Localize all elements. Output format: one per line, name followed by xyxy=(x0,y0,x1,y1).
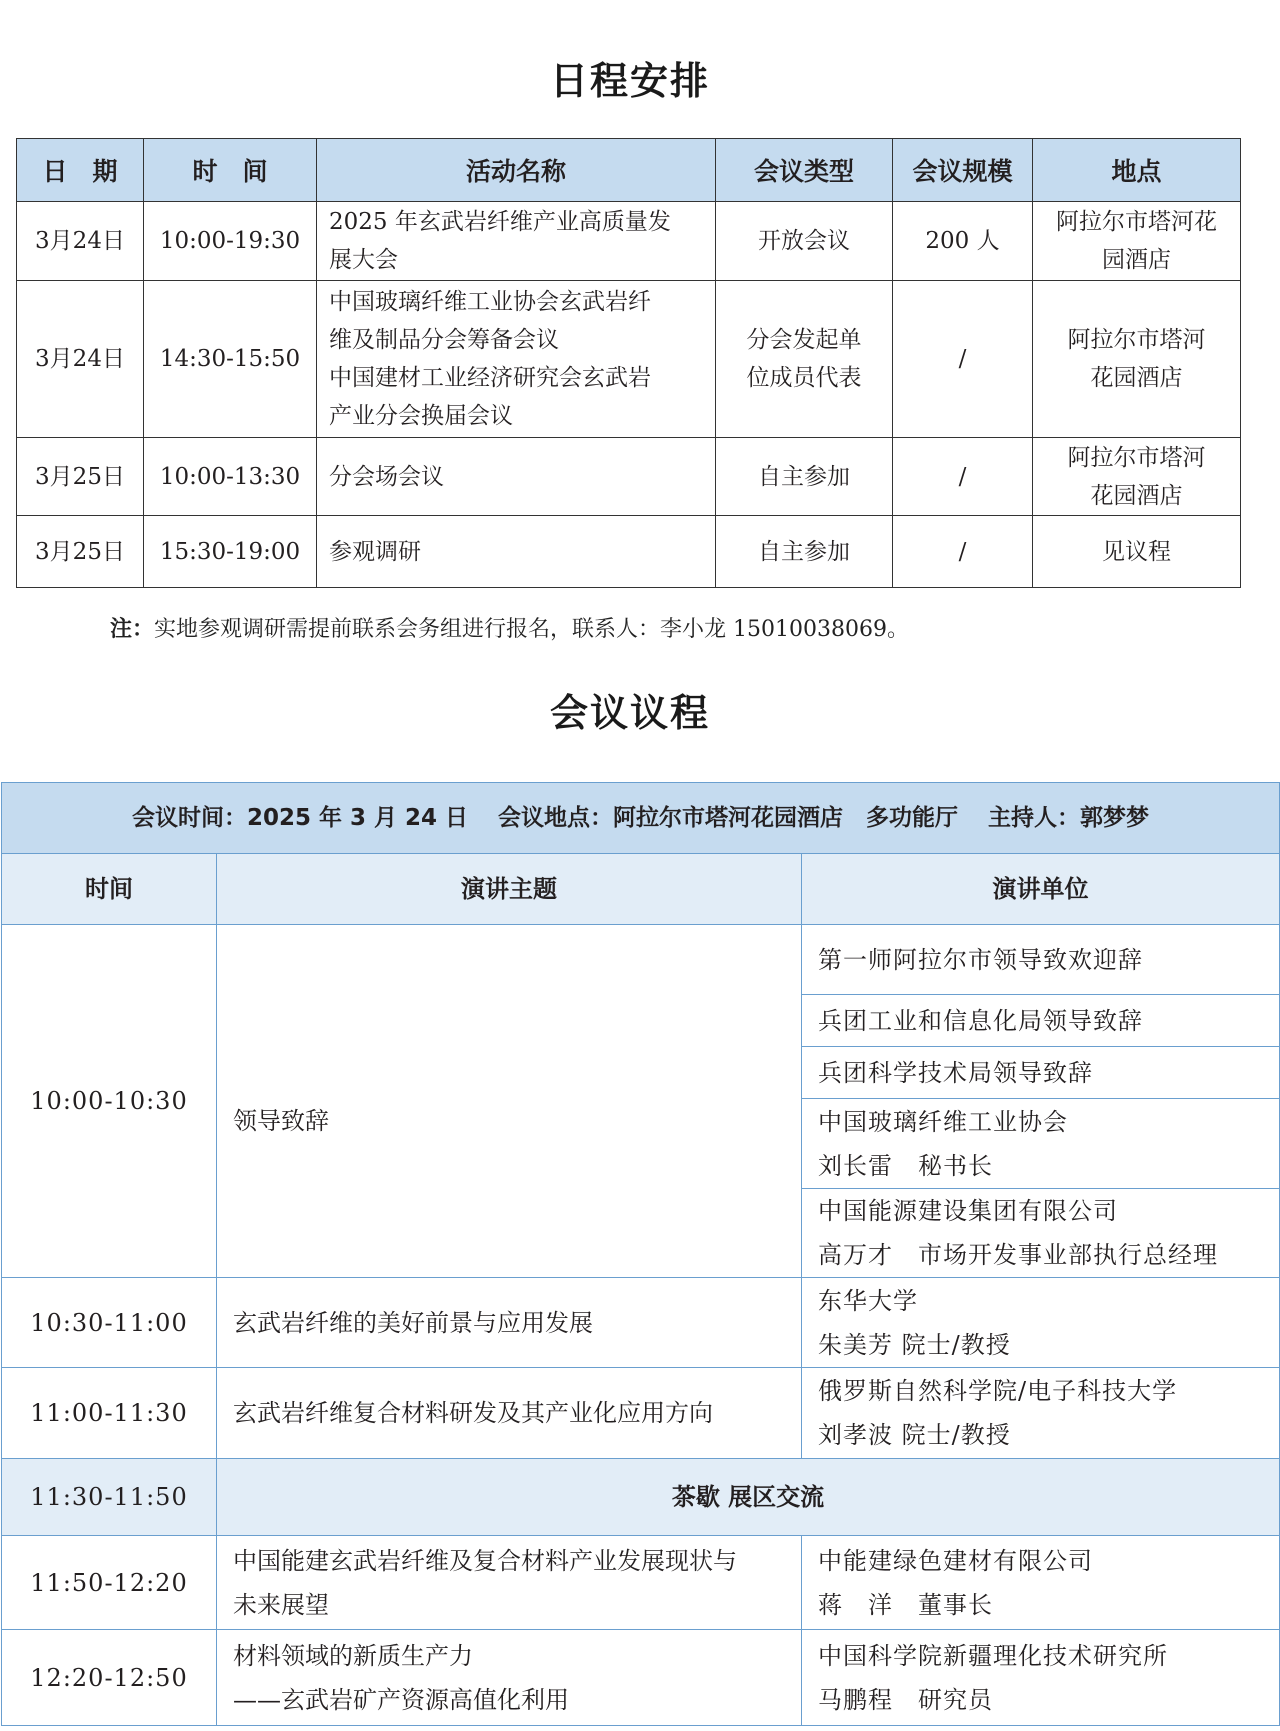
topic-line: 玄武岩纤维复合材料研发及其产业化应用方向 xyxy=(233,1399,713,1427)
schedule-row xyxy=(17,281,1241,438)
type-cell xyxy=(716,281,893,438)
activity-line: 2025 年玄武岩纤维产业高质量发 xyxy=(329,209,671,235)
schedule-title: 日程安排 xyxy=(549,59,710,103)
col-header-time: 时 间 xyxy=(144,139,317,202)
type-cell xyxy=(716,202,893,281)
type-line: 自主参加 xyxy=(758,463,850,490)
type-line: 位成员代表 xyxy=(746,365,862,391)
speaker-line: 蒋 洋 董事长 xyxy=(818,1590,993,1619)
speaker-line: 朱美芳 院士/教授 xyxy=(818,1330,1011,1359)
venue-line: 阿拉尔市塔河花 xyxy=(1056,209,1217,235)
time-cell: 10:30-11:00 xyxy=(2,1278,217,1368)
venue-cell xyxy=(1033,516,1241,588)
activity-cell xyxy=(317,281,716,438)
col-header-activity: 活动名称 xyxy=(317,139,716,202)
org-cell xyxy=(802,1278,1280,1368)
type-cell xyxy=(716,516,893,588)
org-line: 兵团科学技术局领导致辞 xyxy=(818,1058,1093,1087)
activity-line: 中国玻璃纤维工业协会玄武岩纤 xyxy=(329,289,651,315)
col-header-topic: 演讲主题 xyxy=(217,854,802,925)
activity-line: 产业分会换届会议 xyxy=(329,403,513,429)
break-label: 茶歇 展区交流 xyxy=(217,1459,1280,1536)
org-cell xyxy=(802,1047,1280,1099)
agenda-header-row xyxy=(2,854,1280,925)
time-cell: 14:30-15:50 xyxy=(144,281,317,438)
venue-line: 阿拉尔市塔河 xyxy=(1067,327,1206,353)
time-cell: 12:20-12:50 xyxy=(2,1630,217,1726)
schedule-row xyxy=(17,438,1241,516)
org-line: 中国能源建设集团有限公司 xyxy=(818,1197,1118,1225)
time-cell: 11:00-11:30 xyxy=(2,1368,217,1459)
agenda-banner xyxy=(2,783,1280,854)
topic-line: 材料领域的新质生产力 xyxy=(233,1641,473,1670)
agenda-row xyxy=(2,1536,1280,1630)
agenda-row xyxy=(2,1368,1280,1459)
time-cell: 10:00-19:30 xyxy=(144,202,317,281)
activity-line: 中国建材工业经济研究会玄武岩 xyxy=(329,365,651,391)
date-cell: 3月25日 xyxy=(17,438,144,516)
org-cell xyxy=(802,1630,1280,1726)
org-line: 俄罗斯自然科学院/电子科技大学 xyxy=(818,1377,1178,1405)
meeting-host: 主持人：郭梦梦 xyxy=(988,805,1150,831)
org-cell xyxy=(802,995,1280,1047)
venue-line: 见议程 xyxy=(1102,538,1171,565)
venue-line: 花园酒店 xyxy=(1090,365,1183,391)
topic-cell xyxy=(217,1630,802,1726)
note-text: 实地参观调研需提前联系会务组进行报名，联系人：李小龙 15010038069。 xyxy=(154,617,909,642)
col-header-scale: 会议规模 xyxy=(893,139,1033,202)
org-cell xyxy=(802,925,1280,995)
col-header-type: 会议类型 xyxy=(716,139,893,202)
time-cell: 10:00-13:30 xyxy=(144,438,317,516)
col-header-time: 时间 xyxy=(2,854,217,925)
time-cell: 15:30-19:00 xyxy=(144,516,317,588)
time-cell: 11:50-12:20 xyxy=(2,1536,217,1630)
time-cell: 11:30-11:50 xyxy=(2,1459,217,1536)
activity-line: 分会场会议 xyxy=(329,463,444,490)
activity-line: 参观调研 xyxy=(329,538,421,565)
date-cell: 3月24日 xyxy=(17,202,144,281)
meeting-time: 会议时间：2025 年 3 月 24 日 xyxy=(131,805,469,831)
org-line: 第一师阿拉尔市领导致欢迎辞 xyxy=(818,945,1143,974)
venue-line: 阿拉尔市塔河 xyxy=(1067,444,1206,471)
activity-cell xyxy=(317,438,716,516)
org-cell xyxy=(802,1189,1280,1278)
schedule-header-row xyxy=(17,139,1241,202)
meeting-venue: 会议地点：阿拉尔市塔河花园酒店 多功能厅 xyxy=(498,805,959,831)
speaker-line: 马鹏程 研究员 xyxy=(818,1685,993,1714)
date-cell: 3月25日 xyxy=(17,516,144,588)
activity-line: 展大会 xyxy=(329,247,398,273)
agenda-row xyxy=(2,1278,1280,1368)
schedule-row xyxy=(17,202,1241,281)
speaker-line: 刘孝波 院士/教授 xyxy=(818,1421,1011,1449)
venue-cell xyxy=(1033,202,1241,281)
schedule-note xyxy=(110,612,909,643)
topic-cell xyxy=(217,1368,802,1459)
type-cell xyxy=(716,438,893,516)
date-cell: 3月24日 xyxy=(17,281,144,438)
topic-cell: 领导致辞 xyxy=(217,925,802,1278)
topic-line: 玄武岩纤维的美好前景与应用发展 xyxy=(233,1308,593,1337)
activity-cell xyxy=(317,202,716,281)
venue-cell xyxy=(1033,438,1241,516)
agenda-title: 会议议程 xyxy=(549,691,710,735)
org-line: 兵团工业和信息化局领导致辞 xyxy=(818,1006,1143,1035)
topic-line: ——玄武岩矿产资源高值化利用 xyxy=(233,1685,569,1714)
schedule-row xyxy=(17,516,1241,588)
type-line: 分会发起单 xyxy=(746,327,862,353)
org-line: 东华大学 xyxy=(818,1286,918,1315)
type-line: 自主参加 xyxy=(758,538,850,565)
col-header-org: 演讲单位 xyxy=(802,854,1280,925)
org-line: 中能建绿色建材有限公司 xyxy=(818,1546,1093,1575)
scale-cell: / xyxy=(893,438,1033,516)
scale-cell: 200 人 xyxy=(893,202,1033,281)
schedule-table xyxy=(16,138,1241,588)
scale-cell: / xyxy=(893,516,1033,588)
topic-line: 未来展望 xyxy=(233,1590,329,1619)
note-label: 注： xyxy=(110,617,155,642)
agenda-table xyxy=(1,782,1280,1726)
meeting-info xyxy=(2,783,1280,854)
topic-cell xyxy=(217,1536,802,1630)
org-cell xyxy=(802,1099,1280,1189)
org-cell xyxy=(802,1536,1280,1630)
speaker-line: 刘长雷 秘书长 xyxy=(818,1151,993,1180)
topic-line: 中国能建玄武岩纤维及复合材料产业发展现状与 xyxy=(233,1546,737,1575)
col-header-date: 日 期 xyxy=(17,139,144,202)
venue-line: 花园酒店 xyxy=(1090,482,1183,509)
type-line: 开放会议 xyxy=(758,228,850,254)
activity-line: 维及制品分会筹备会议 xyxy=(329,327,559,353)
agenda-break-row xyxy=(2,1459,1280,1536)
org-cell xyxy=(802,1368,1280,1459)
venue-cell xyxy=(1033,281,1241,438)
scale-cell: / xyxy=(893,281,1033,438)
agenda-row xyxy=(2,1630,1280,1726)
org-line: 中国玻璃纤维工业协会 xyxy=(818,1107,1068,1136)
org-line: 中国科学院新疆理化技术研究所 xyxy=(818,1641,1168,1670)
topic-cell xyxy=(217,1278,802,1368)
speaker-line: 高万才 市场开发事业部执行总经理 xyxy=(818,1241,1218,1269)
time-cell: 10:00-10:30 xyxy=(2,925,217,1278)
activity-cell xyxy=(317,516,716,588)
col-header-venue: 地点 xyxy=(1033,139,1241,202)
venue-line: 园酒店 xyxy=(1102,247,1171,273)
agenda-row xyxy=(2,925,1280,995)
